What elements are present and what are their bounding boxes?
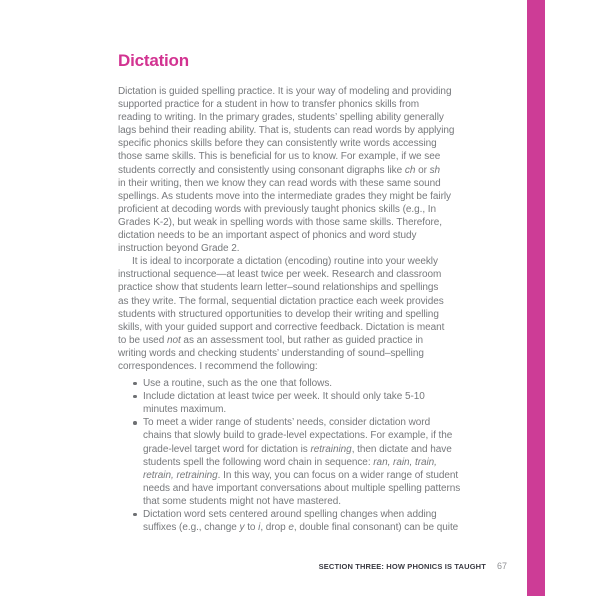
text-line: Dictation word sets centered around spelling changes when adding <box>143 509 437 520</box>
text-line: proficient at decoding words with previously taught phonics skills (e.g., In <box>118 203 437 215</box>
text-line: skills, with your guided support and corrective feedback. Dictation is meant <box>118 321 445 333</box>
text-line: in their writing, then we know they can read words with these same sound <box>118 177 441 189</box>
text-line: those same skills. This is beneficial for us to know. For example, if we see <box>118 151 441 163</box>
text-line: chains that slowly build to grade-level expectations. For example, if the <box>143 430 453 442</box>
text-line: grade-level target word for dictation is retraining, then dictate and have <box>143 443 452 455</box>
text-line: suffixes (e.g., change y to i, drop e, double final consonant) can be quite <box>143 522 459 534</box>
text-line: retrain, retraining. In this way, you can focus on a wider range of student <box>143 469 459 481</box>
text-line: To meet a wider range of students’ needs, consider dictation word <box>143 417 431 429</box>
text-line: as they write. The formal, sequential dictation practice each week provides <box>118 295 444 307</box>
text-line: to be used not as an assessment tool, but rather as guided practice in <box>118 334 424 346</box>
text-line: that some students might not have mastered. <box>143 495 341 507</box>
page-footer <box>319 561 507 571</box>
page-title: Dictation <box>118 51 189 70</box>
body-text <box>118 85 518 534</box>
text-line: Include dictation at least twice per week. It should only take 5-10 <box>143 391 425 403</box>
accent-stripe <box>527 0 545 596</box>
bullet-item-2 <box>133 390 518 416</box>
text-line: specific phonics skills before they can consistently write words accessing <box>118 138 437 150</box>
text-line: minutes maximum. <box>143 404 227 416</box>
text-line: lags behind their reading ability. That is, students can read words by applying <box>118 125 455 137</box>
text-line: reading to writing. In the primary grades, students’ spelling ability generally <box>118 112 444 124</box>
bullet-item-4 <box>133 508 518 534</box>
text-line: instruction beyond Grade 2. <box>118 243 240 255</box>
paragraph-1 <box>118 85 518 255</box>
text-line: students with structured opportunities to develop their writing and spelling <box>118 308 439 320</box>
text-line: instructional sequence—at least twice per week. Research and classroom <box>118 269 442 281</box>
text-line: spellings. As students move into the intermediate grades they might be fairly <box>118 190 451 202</box>
page-number: 67 <box>496 561 507 571</box>
bullet-list <box>118 377 518 534</box>
bullet-item-3 <box>133 416 518 508</box>
text-line: supported practice for a student in how to transfer phonics skills from <box>118 99 420 111</box>
text-line: students correctly and consistently using consonant digraphs like ch or sh <box>118 164 441 176</box>
paragraph-2 <box>118 255 518 373</box>
text-line: dictation needs to be an important aspect of phonics and word study <box>118 230 417 242</box>
text-line: Dictation is guided spelling practice. It is your way of modeling and providing <box>118 86 452 97</box>
footer-section-title: SECTION THREE: HOW PHONICS IS TAUGHT <box>318 562 486 571</box>
text-line: Grades K-2), but weak in spelling words with those same skills. Therefore, <box>118 216 443 228</box>
bullet-item-1 <box>133 377 518 390</box>
text-line: It is ideal to incorporate a dictation (encoding) routine into your weekly <box>132 256 438 268</box>
text-line: correspondences. I recommend the following: <box>118 360 318 372</box>
text-line: Use a routine, such as the one that follows. <box>143 378 333 390</box>
text-line: practice show that students learn letter–sound relationships and spellings <box>118 282 439 294</box>
text-line: needs and have important conversations about multiple spelling patterns <box>143 482 461 494</box>
text-line: students spell the following word chain in sequence: ran, rain, train, <box>143 456 437 468</box>
text-line: writing words and checking students’ understanding of sound–spelling <box>118 347 424 359</box>
